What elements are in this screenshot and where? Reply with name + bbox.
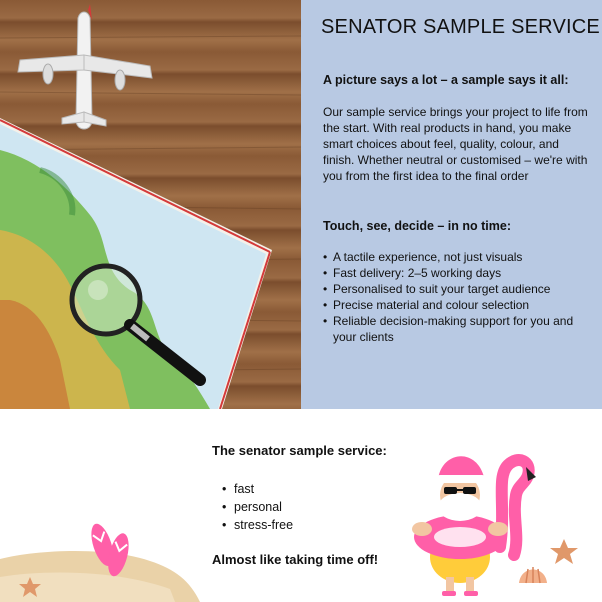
list-item: • Fast delivery: 2–5 working days xyxy=(323,265,593,281)
page-title: SENATOR SAMPLE SERVICE xyxy=(321,16,600,38)
flip-flops-icon xyxy=(0,509,200,602)
section-heading-picture: A picture says a lot – a sample says it all: xyxy=(323,73,569,87)
seashell-icon xyxy=(515,559,551,589)
info-panel xyxy=(301,0,602,409)
list-item: • personal xyxy=(222,498,293,516)
bottom-section xyxy=(0,409,602,602)
list-item: • stress-free xyxy=(222,516,293,534)
benefits-list xyxy=(323,249,593,345)
list-item: • A tactile experience, not just visuals xyxy=(323,249,593,265)
list-item: • Precise material and colour selection xyxy=(323,297,593,313)
sample-service-heading: The senator sample service: xyxy=(212,443,387,458)
intro-paragraph: Our sample service brings your project to life from the start. With real products in hand, you make smart choices about feel, quality, colour, and finish. Whether neutral or customised – we're with you from the first idea to the final order xyxy=(323,105,588,183)
service-features-list xyxy=(222,480,293,534)
list-item: • fast xyxy=(222,480,293,498)
tagline: Almost like taking time off! xyxy=(212,552,379,567)
list-item: • Personalised to suit your target audience xyxy=(323,281,593,297)
section-heading-touch: Touch, see, decide – in no time: xyxy=(323,219,512,233)
airplane-map-photo xyxy=(0,0,301,409)
list-item: • Reliable decision-making support for you and your clients xyxy=(323,313,593,345)
